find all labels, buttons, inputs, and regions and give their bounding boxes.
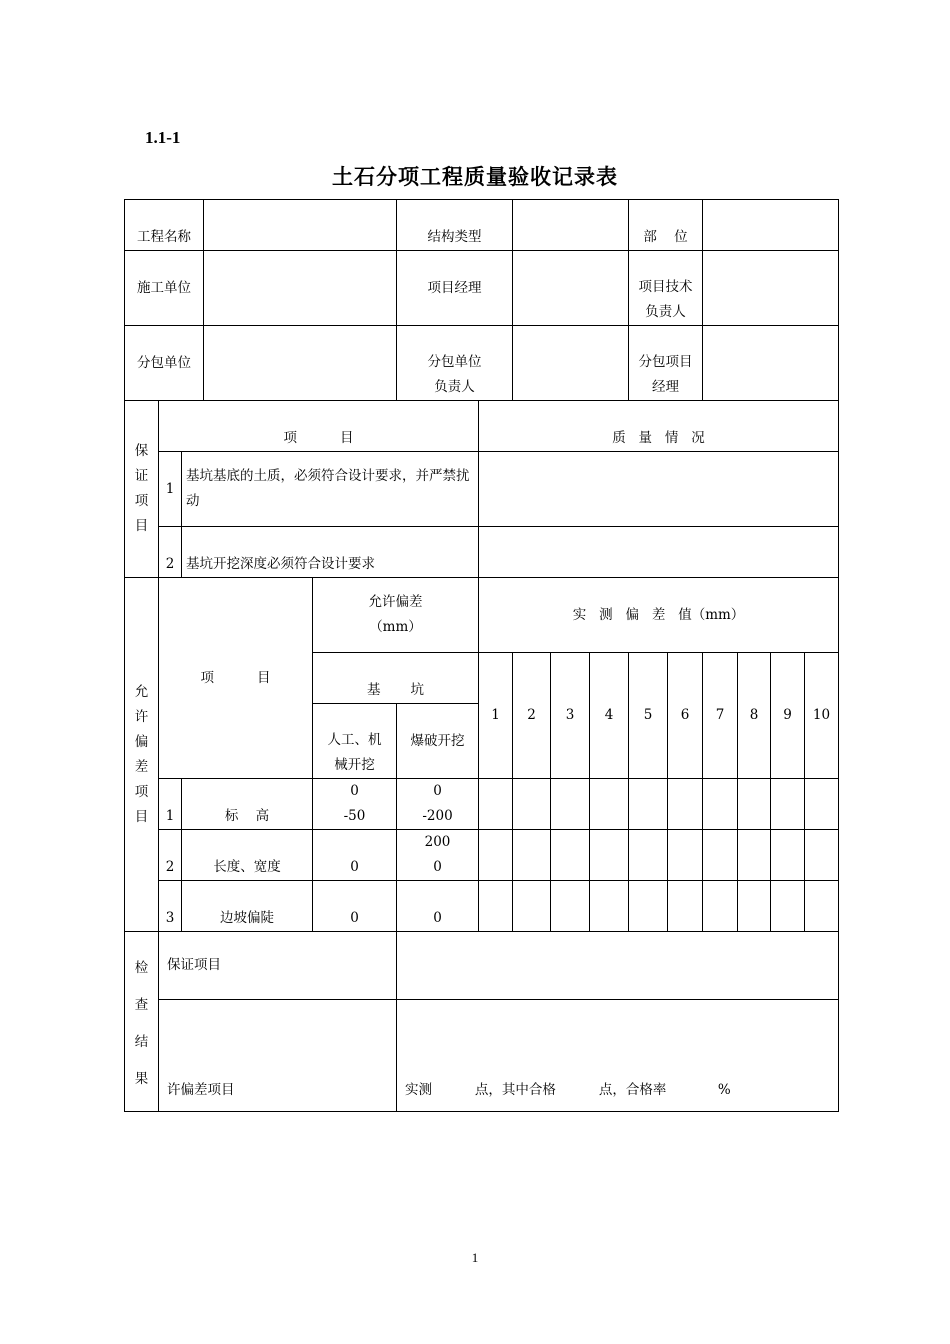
allowed-deviation-line: 允许偏差 (368, 594, 423, 610)
point-header: 10 (805, 653, 839, 779)
manual-excavation-header (313, 704, 397, 779)
measure-cell[interactable] (668, 779, 703, 830)
blast-tolerance (397, 779, 479, 830)
measure-cell[interactable] (479, 881, 513, 932)
deviation-item-name: 标 高 (182, 779, 313, 830)
manual-excavation-line: 械开挖 (334, 757, 375, 773)
point-header: 2 (513, 653, 551, 779)
measure-cell[interactable] (551, 881, 590, 932)
manual-tolerance: 0 (313, 830, 397, 881)
header-row-1 (125, 200, 839, 251)
measure-cell[interactable] (738, 881, 771, 932)
result-side-label (125, 932, 159, 1112)
result-row-1 (125, 932, 839, 1000)
result-deviation-summary[interactable]: 实测 点，其中合格 点，合格率 % (397, 1000, 839, 1112)
deviation-side-char: 偏 (134, 733, 149, 750)
document-title: 土石分项工程质量验收记录表 (332, 164, 618, 189)
point-header: 3 (551, 653, 590, 779)
guarantee-item-header: 项 目 (159, 401, 479, 452)
result-side-char: 检 (134, 959, 149, 976)
measure-cell[interactable] (703, 779, 738, 830)
tolerance-lower: -50 (343, 808, 366, 824)
measure-cell[interactable] (479, 779, 513, 830)
sub-manager-line-1: 分包项目 (638, 354, 693, 370)
measure-cell[interactable] (479, 830, 513, 881)
deviation-row-2 (125, 830, 839, 881)
sub-lead-line-2: 负责人 (434, 379, 475, 395)
header-row-2 (125, 251, 839, 326)
tech-lead-value[interactable] (703, 251, 839, 326)
blast-tolerance (397, 830, 479, 881)
page-number: 1 (471, 1250, 479, 1265)
measure-cell[interactable] (590, 881, 629, 932)
deviation-item-name: 长度、宽度 (182, 830, 313, 881)
guarantee-header-row (125, 401, 839, 452)
sub-manager-label (629, 326, 703, 401)
guarantee-item-text: 基坑开挖深度必须符合设计要求 (182, 527, 479, 578)
project-name-label: 工程名称 (125, 200, 204, 251)
point-header: 1 (479, 653, 513, 779)
result-side-char: 果 (134, 1070, 149, 1087)
sub-lead-label (397, 326, 513, 401)
allowed-deviation-header (313, 578, 479, 653)
deviation-item-no: 3 (159, 881, 182, 932)
sub-manager-value[interactable] (703, 326, 839, 401)
deviation-side-char: 差 (134, 758, 149, 775)
measure-cell[interactable] (590, 779, 629, 830)
measure-cell[interactable] (771, 881, 805, 932)
measure-cell[interactable] (703, 881, 738, 932)
deviation-side-char: 许 (134, 708, 149, 725)
contractor-label: 施工单位 (125, 251, 204, 326)
tech-lead-label (629, 251, 703, 326)
measure-cell[interactable] (668, 830, 703, 881)
measured-deviation-header: 实 测 偏 差 值（mm） (479, 578, 839, 653)
result-row-2 (125, 1000, 839, 1112)
contractor-value[interactable] (204, 251, 397, 326)
project-manager-value[interactable] (513, 251, 629, 326)
result-guarantee-value[interactable] (397, 932, 839, 1000)
point-header: 6 (668, 653, 703, 779)
deviation-header-row-1 (125, 578, 839, 653)
guarantee-item-text-line: 基坑基底的土质，必须符合设计要求，并严禁扰 (186, 468, 470, 484)
point-header: 8 (738, 653, 771, 779)
measure-cell[interactable] (668, 881, 703, 932)
measure-cell[interactable] (738, 779, 771, 830)
guarantee-side-char: 证 (134, 468, 149, 484)
deviation-side-char: 允 (134, 683, 149, 700)
measure-cell[interactable] (551, 779, 590, 830)
subcontractor-value[interactable] (204, 326, 397, 401)
guarantee-quality-header: 质 量 情 况 (479, 401, 839, 452)
tolerance-lower: 0 (433, 859, 442, 875)
measure-cell[interactable] (629, 830, 668, 881)
measure-cell[interactable] (738, 830, 771, 881)
document-number: 1.1-1 (145, 128, 181, 147)
guarantee-item-no: 1 (159, 452, 182, 527)
measure-cell[interactable] (629, 881, 668, 932)
manual-tolerance: 0 (313, 881, 397, 932)
manual-tolerance (313, 779, 397, 830)
manual-excavation-line: 人工、机 (327, 732, 382, 748)
guarantee-item-text-line: 动 (186, 493, 200, 509)
project-manager-label: 项目经理 (397, 251, 513, 326)
result-deviation-label: 许偏差项目 (159, 1000, 397, 1112)
sub-lead-line-1: 分包单位 (427, 354, 482, 370)
structure-type-value[interactable] (513, 200, 629, 251)
pit-header: 基 坑 (313, 653, 479, 704)
tolerance-upper: 200 (424, 834, 451, 850)
sub-lead-value[interactable] (513, 326, 629, 401)
deviation-item-no: 1 (159, 779, 182, 830)
structure-type-label: 结构类型 (397, 200, 513, 251)
guarantee-side-char: 保 (134, 443, 149, 459)
guarantee-item-text (182, 452, 479, 527)
tech-lead-line-1: 项目技术 (638, 279, 693, 295)
measure-cell[interactable] (513, 830, 551, 881)
measure-cell[interactable] (805, 779, 839, 830)
header-row-3 (125, 326, 839, 401)
measure-cell[interactable] (703, 830, 738, 881)
tolerance-upper: 0 (350, 783, 359, 799)
deviation-item-header: 项 目 (159, 578, 313, 779)
blast-tolerance: 0 (397, 881, 479, 932)
part-value[interactable] (703, 200, 839, 251)
sub-manager-line-2: 经理 (652, 379, 679, 395)
deviation-side-char: 目 (134, 808, 149, 825)
deviation-item-no: 2 (159, 830, 182, 881)
measure-cell[interactable] (513, 881, 551, 932)
deviation-item-name: 边坡偏陡 (182, 881, 313, 932)
guarantee-item-no: 2 (159, 527, 182, 578)
guarantee-quality-value-2[interactable] (479, 527, 839, 578)
deviation-row-3 (125, 881, 839, 932)
measure-cell[interactable] (805, 830, 839, 881)
result-side-char: 查 (134, 996, 149, 1013)
deviation-row-1 (125, 779, 839, 830)
point-header: 9 (771, 653, 805, 779)
result-side-char: 结 (134, 1033, 149, 1050)
guarantee-quality-value-1[interactable] (479, 452, 839, 527)
guarantee-row-2 (125, 527, 839, 578)
project-name-value[interactable] (204, 200, 397, 251)
point-header: 5 (629, 653, 668, 779)
result-guarantee-label: 保证项目 (159, 932, 397, 1000)
point-header: 4 (590, 653, 629, 779)
guarantee-side-char: 目 (134, 518, 149, 534)
measure-cell[interactable] (513, 779, 551, 830)
inspection-form-table (124, 199, 839, 1112)
part-label: 部 位 (629, 200, 703, 251)
guarantee-side-label (125, 401, 159, 578)
measure-cell[interactable] (590, 830, 629, 881)
measure-cell[interactable] (771, 830, 805, 881)
measure-cell[interactable] (551, 830, 590, 881)
tech-lead-line-2: 负责人 (645, 304, 686, 320)
guarantee-side-char: 项 (134, 493, 149, 509)
tolerance-lower: -200 (422, 808, 453, 824)
deviation-side-char: 项 (134, 783, 149, 800)
tolerance-upper: 0 (433, 783, 442, 799)
allowed-deviation-line: （mm） (369, 619, 422, 635)
deviation-side-label (125, 578, 159, 932)
measure-cell[interactable] (629, 779, 668, 830)
blasting-excavation-header: 爆破开挖 (397, 704, 479, 779)
measure-cell[interactable] (771, 779, 805, 830)
guarantee-row-1 (125, 452, 839, 527)
measure-cell[interactable] (805, 881, 839, 932)
subcontractor-label: 分包单位 (125, 326, 204, 401)
point-header: 7 (703, 653, 738, 779)
